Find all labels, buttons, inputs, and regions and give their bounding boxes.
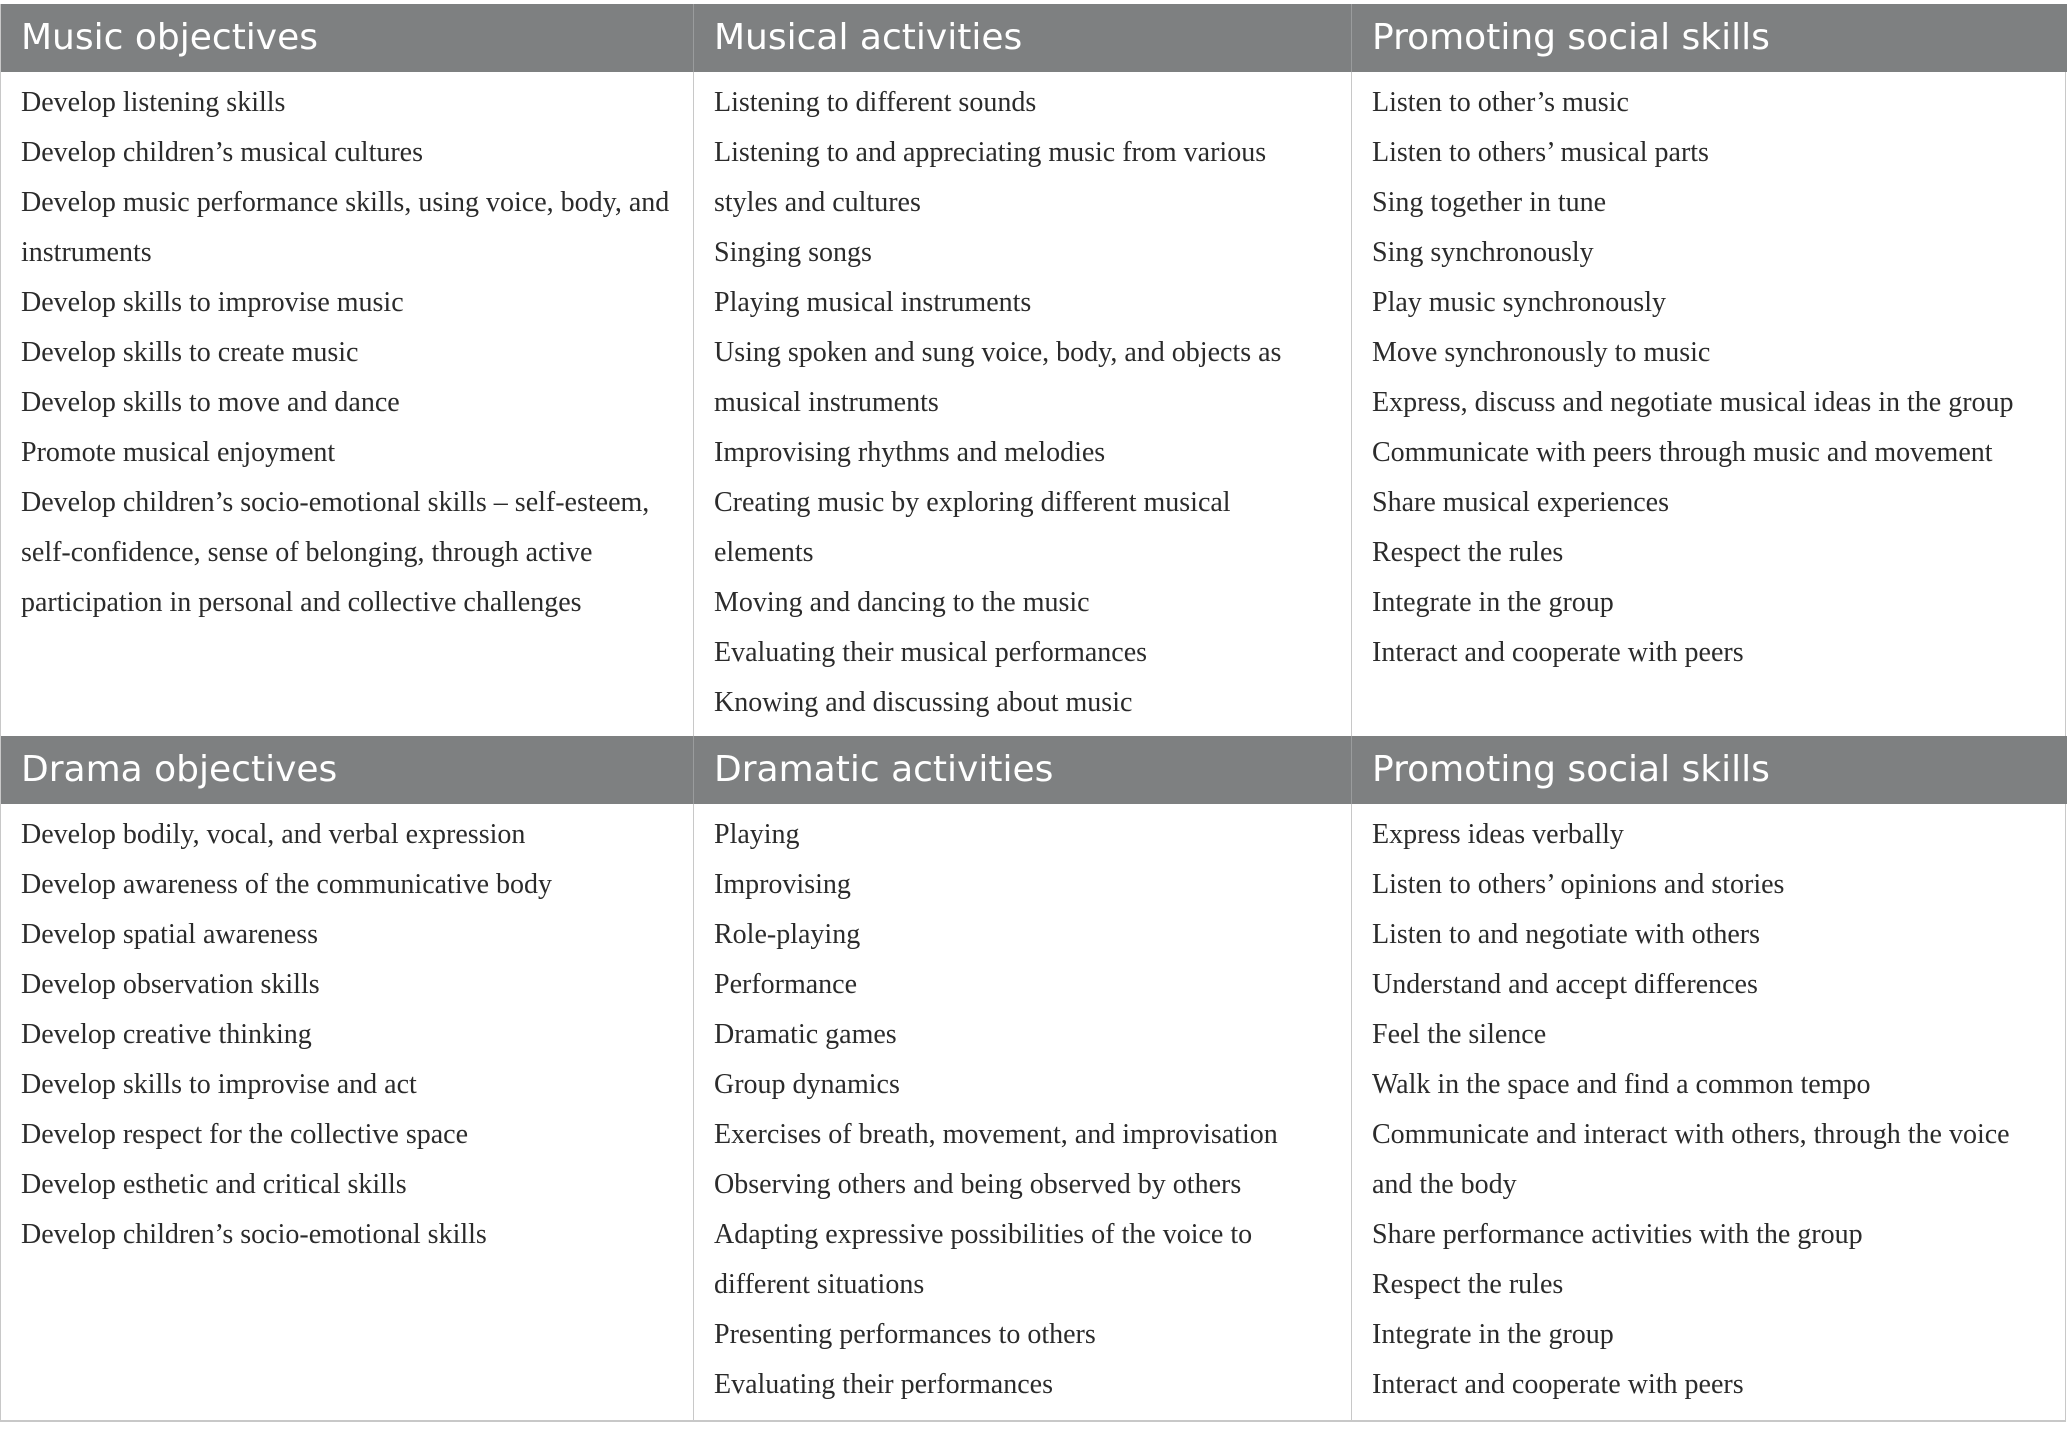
list-item: Playing musical instruments — [714, 287, 1032, 318]
list-item: Group dynamics — [714, 1069, 900, 1100]
list-item: Develop music performance skills, using voice, body, and instruments — [21, 187, 670, 268]
list-item: Evaluating their performances — [714, 1369, 1053, 1400]
objectives-table — [0, 4, 2066, 1422]
list-item: Share performance activities with the group — [1372, 1219, 1863, 1250]
list-item: Develop awareness of the communicative body — [21, 869, 553, 900]
drama-social-skills-cell — [1351, 804, 2067, 1420]
list-item: Respect the rules — [1372, 537, 1564, 568]
list-item: Develop respect for the collective space — [21, 1119, 469, 1150]
list-item: Performance — [714, 969, 858, 1000]
list-item: Adapting expressive possibilities of the voice to different situations — [714, 1219, 1253, 1300]
list-item: Develop spatial awareness — [21, 919, 318, 950]
list-item: Respect the rules — [1372, 1269, 1564, 1300]
list-item: Share musical experiences — [1372, 487, 1669, 518]
list-item: Develop esthetic and critical skills — [21, 1169, 407, 1200]
music-objectives-cell — [1, 72, 693, 736]
list-item: Play music synchronously — [1372, 287, 1666, 318]
header-drama-objectives: Drama objectives — [1, 736, 693, 804]
header-musical-activities: Musical activities — [693, 4, 1351, 72]
list-item: Develop observation skills — [21, 969, 320, 1000]
list-item: Develop creative thinking — [21, 1019, 312, 1050]
list-item: Improvising — [714, 869, 851, 900]
header-promoting-social-skills-drama: Promoting social skills — [1351, 736, 2067, 804]
list-item: Listen to other’s music — [1372, 87, 1629, 118]
list-item: Develop bodily, vocal, and verbal expression — [21, 819, 526, 850]
list-item: Walk in the space and find a common tempo — [1372, 1069, 1871, 1100]
list-item: Communicate with peers through music and movement — [1372, 437, 1993, 468]
musical-activities-cell — [693, 72, 1351, 736]
list-item: Sing synchronously — [1372, 237, 1594, 268]
list-item: Interact and cooperate with peers — [1372, 1369, 1744, 1400]
list-item: Integrate in the group — [1372, 587, 1614, 618]
list-item: Develop skills to improvise music — [21, 287, 404, 318]
list-item: Listening to different sounds — [714, 87, 1037, 118]
list-item: Dramatic games — [714, 1019, 897, 1050]
list-item: Develop skills to create music — [21, 337, 359, 368]
list-item: Sing together in tune — [1372, 187, 1607, 218]
list-item: Listen to and negotiate with others — [1372, 919, 1761, 950]
drama-objectives-cell — [1, 804, 693, 1420]
list-item: Develop children’s musical cultures — [21, 137, 423, 168]
list-item: Feel the silence — [1372, 1019, 1547, 1050]
header-promoting-social-skills-music: Promoting social skills — [1351, 4, 2067, 72]
list-item: Interact and cooperate with peers — [1372, 637, 1744, 668]
list-item: Listening to and appreciating music from various styles and cultures — [714, 137, 1267, 218]
list-item: Move synchronously to music — [1372, 337, 1711, 368]
list-item: Listen to others’ musical parts — [1372, 137, 1709, 168]
list-item: Integrate in the group — [1372, 1319, 1614, 1350]
list-item: Express, discuss and negotiate musical ideas in the group — [1372, 387, 2014, 418]
list-item: Develop children’s socio-emotional skills — [21, 1219, 487, 1250]
list-item: Role-playing — [714, 919, 861, 950]
list-item: Promote musical enjoyment — [21, 437, 336, 468]
list-item: Express ideas verbally — [1372, 819, 1624, 850]
list-item: Observing others and being observed by others — [714, 1169, 1242, 1200]
list-item: Listen to others’ opinions and stories — [1372, 869, 1785, 900]
list-item: Moving and dancing to the music — [714, 587, 1090, 618]
list-item: Develop skills to move and dance — [21, 387, 400, 418]
list-item: Using spoken and sung voice, body, and objects as musical instruments — [714, 337, 1282, 418]
list-item: Knowing and discussing about music — [714, 687, 1133, 718]
list-item: Exercises of breath, movement, and improvisation — [714, 1119, 1278, 1150]
dramatic-activities-cell — [693, 804, 1351, 1420]
list-item: Develop children’s socio-emotional skills – self-esteem, self-confidence, sense of belonging, through active participation in personal and collective challenges — [21, 487, 650, 618]
list-item: Evaluating their musical performances — [714, 637, 1148, 668]
music-social-skills-cell — [1351, 72, 2067, 736]
list-item: Develop skills to improvise and act — [21, 1069, 417, 1100]
list-item: Playing — [714, 819, 800, 850]
list-item: Singing songs — [714, 237, 872, 268]
list-item: Communicate and interact with others, through the voice and the body — [1372, 1119, 2010, 1200]
header-dramatic-activities: Dramatic activities — [693, 736, 1351, 804]
header-music-objectives: Music objectives — [1, 4, 693, 72]
list-item: Presenting performances to others — [714, 1319, 1096, 1350]
list-item: Improvising rhythms and melodies — [714, 437, 1106, 468]
list-item: Creating music by exploring different musical elements — [714, 487, 1231, 568]
list-item: Develop listening skills — [21, 87, 286, 118]
list-item: Understand and accept differences — [1372, 969, 1758, 1000]
